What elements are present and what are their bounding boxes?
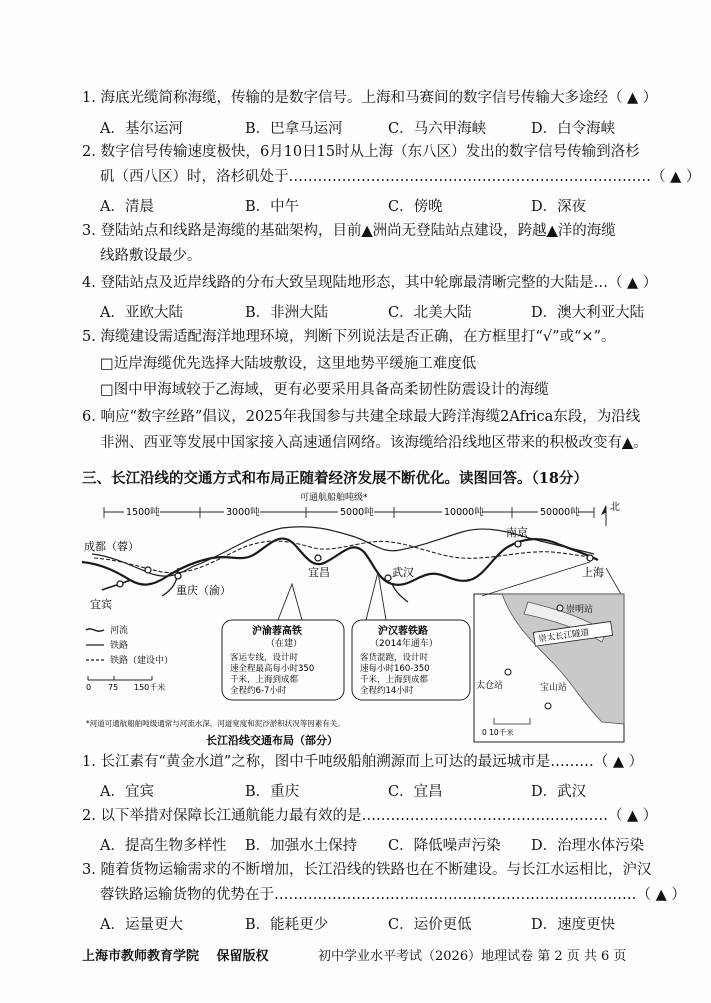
inset-bridge-label: 崇太长江隧道 (537, 627, 590, 645)
scale-0: 0 (86, 683, 92, 692)
s3q3-option-c[interactable]: C．运价更低 (388, 917, 472, 933)
legend-river: 河流 (110, 626, 129, 636)
s3q3-option-b[interactable]: B．能耗更少 (245, 917, 329, 933)
q6-blank[interactable]: ▲ (622, 434, 634, 451)
q5-item2[interactable]: □图中甲海域较于乙海域，更有必要采用具备高柔韧性防震设计的海缆 (100, 382, 549, 398)
han-river (392, 584, 408, 602)
tonnage-50000: 50000吨 (540, 507, 580, 518)
map-legend (86, 624, 173, 666)
tonnage-3000: 3000吨 (226, 507, 260, 518)
q3-blank2[interactable]: ▲ (546, 222, 558, 239)
inset-chongming-dot (557, 605, 563, 611)
inset-taicang-label: 太仓站 (476, 681, 504, 691)
legend-railway: 铁路 (110, 641, 129, 651)
q6-stem-line2 (100, 433, 648, 453)
inset-taicang-dot (505, 669, 511, 675)
shanghai-dot (587, 555, 593, 561)
box1-line2: 速全程最高每小时350 (230, 664, 315, 674)
q1-option-a[interactable]: A．基尔运河 (100, 121, 183, 137)
q3-stem-line2: 线路敷设最少。 (100, 248, 202, 264)
footer-page-info: 初中学业水平考试（2026）地理试卷 第 2 页 共 6 页 (318, 949, 627, 964)
chongqing-dot (175, 573, 181, 579)
q5-item1[interactable]: □近岸海缆优先选择大陆坡敷设，这里地势平缓施工难度低 (100, 356, 477, 372)
q6-text-a: 非洲、西亚等发展中国家接入高速通信网络。该海缆给沿线地区带来的积极改变有 (100, 435, 622, 451)
q4-option-c[interactable]: C．北美大陆 (388, 305, 472, 321)
q1-stem: 1. 海底光缆简称海缆，传输的是数字信号。上海和马赛间的数字信号传输大多途经（ ▲ ） (82, 90, 658, 106)
q6-stem-line1: 6. 响应“数字丝路”倡议，2025年我国参与共建全球最大跨洋海缆2Africa东段，为沿线 (82, 409, 641, 425)
s3q3-stem-line2: 蓉铁路运输货物的优势在于…………………………………………………………………（ ▲ ） (100, 887, 686, 903)
s3q2-option-d[interactable]: D．治理水体污染 (531, 838, 645, 854)
tonnage-5000: 5000吨 (340, 507, 374, 518)
q4-option-b[interactable]: B．非洲大陆 (245, 305, 329, 321)
q3-text-c: 洋的海缆 (557, 223, 616, 239)
box2-line4: 全程约14小时 (360, 686, 414, 696)
s3q1-option-c[interactable]: C．宜昌 (388, 784, 443, 800)
inset-scale-label: 0 10千米 (482, 728, 514, 737)
inset-chongming-label: 崇明站 (566, 605, 594, 615)
q3-text-a: 3. 登陆站点和线路是海缆的基础架构，目前 (82, 223, 362, 239)
yibin-label: 宜宾 (90, 598, 112, 611)
q3-blank1[interactable]: ▲ (361, 222, 373, 239)
s3q3-option-d[interactable]: D．速度更快 (531, 917, 616, 933)
q6-text-b: 。 (633, 435, 648, 451)
legend-railway-building: 铁路（建设中） (110, 656, 174, 666)
yichang-label: 宜昌 (308, 566, 330, 579)
map-top-caption: 可通航船舶吨级* (300, 493, 368, 503)
q2-option-b[interactable]: B．中午 (245, 199, 300, 215)
section3-title: 三、长江沿线的交通方式和布局正随着经济发展不断优化。读图回答。（18分） (82, 470, 588, 487)
box1-line1: 客运专线，设计时 (230, 653, 299, 663)
chongqing-label: 重庆（渝） (176, 584, 231, 597)
q1-option-c[interactable]: C．马六甲海峡 (388, 121, 487, 137)
shanghai-label: 上海 (582, 566, 604, 579)
s3q2-stem: 2. 以下举措对保障长江通航能力最有效的是……………………………………………（ ▲ ） (82, 808, 658, 824)
q2-stem-line2: 矶（西八区）时，洛杉矶处于…………………………………………………………………（ ▲ ） (100, 169, 701, 185)
scale-150: 150千米 (134, 683, 166, 692)
q4-stem: 4. 登陆站点及近岸线路的分布大致呈现陆地形态，其中轮廓最清晰完整的大陆是…（ ▲ ） (82, 275, 658, 291)
s3q3-stem-line1: 3. 随着货物运输需求的不断增加，长江沿线的铁路也在不断建设。与长江水运相比，沪汉 (82, 862, 652, 878)
north-arrow-icon (602, 506, 606, 526)
q1-option-d[interactable]: D．白令海峡 (531, 121, 616, 137)
box1-sub: （在建） (266, 639, 303, 649)
map-footnote: *河道可通航船舶吨级通常与河流水深、河道宽度和泥沙淤积状况等因素有关。 (86, 719, 345, 728)
q3-stem-line1 (82, 221, 616, 241)
tonnage-10000: 10000吨 (444, 507, 484, 518)
box2-sub: （2014年通车） (370, 639, 438, 649)
inset-baoshan-dot (545, 703, 551, 709)
map-scale-bar (86, 676, 165, 692)
inset-baoshan-label: 宝山站 (540, 683, 568, 693)
box2-line2: 速每小时160-350 (360, 664, 430, 674)
q1-option-b[interactable]: B．巴拿马运河 (245, 121, 343, 137)
q4-option-d[interactable]: D．澳大利亚大陆 (531, 305, 645, 321)
scale-75: 75 (108, 683, 119, 692)
s3q2-option-c[interactable]: C．降低噪声污染 (388, 838, 501, 854)
chengdu-dot (145, 567, 151, 573)
s3q1-option-a[interactable]: A．宜宾 (100, 784, 154, 800)
s3q1-option-b[interactable]: B．重庆 (245, 784, 300, 800)
north-label: 北 (610, 502, 620, 513)
yibin-dot (117, 581, 123, 587)
footer-copyright: 上海市教师教育学院 保留版权 (82, 949, 269, 964)
q2-stem-line1: 2. 数字信号传输速度极快，6月10日15时从上海（东八区）发出的数字信号传输到洛杉 (82, 144, 640, 160)
map-svg (82, 492, 642, 747)
wuhan-label: 武汉 (392, 566, 414, 579)
s3q3-option-a[interactable]: A．运量更大 (100, 917, 183, 933)
box1-line3: 千米，上海到成都 (230, 675, 299, 685)
nanjing-dot (515, 541, 521, 547)
box2-line1: 客货混跑，设计时 (360, 653, 429, 663)
s3q2-option-a[interactable]: A．提高生物多样性 (100, 838, 227, 854)
wuhan-dot (385, 575, 391, 581)
q3-text-b: 洲尚无登陆站点建设，跨越 (372, 223, 547, 239)
box2-line3: 千米，上海到成都 (360, 675, 429, 685)
nanjing-label: 南京 (506, 526, 528, 539)
q2-option-a[interactable]: A．清晨 (100, 199, 154, 215)
q4-option-a[interactable]: A．亚欧大陆 (100, 305, 183, 321)
s3q1-option-d[interactable]: D．武汉 (531, 784, 587, 800)
q2-option-c[interactable]: C．傍晚 (388, 199, 443, 215)
box1-pointer (278, 584, 302, 620)
chengdu-label: 成都（蓉） (84, 540, 139, 553)
box1-title: 沪渝蓉高铁 (252, 626, 302, 637)
box1-line4: 全程约6-7小时 (230, 686, 287, 696)
s3q2-option-b[interactable]: B．加强水土保持 (245, 838, 358, 854)
tonnage-1500: 1500吨 (126, 507, 160, 518)
box2-title: 沪汉蓉铁路 (378, 626, 428, 637)
map-caption: 长江沿线交通布局（部分） (206, 734, 338, 747)
q2-option-d[interactable]: D．深夜 (531, 199, 587, 215)
yichang-dot (315, 555, 321, 561)
min-river (102, 580, 130, 590)
q5-stem: 5. 海缆建设需适配海洋地理环境，判断下列说法是否正确，在方框里打“√”或“×”。 (82, 329, 616, 345)
yangtze-transport-map (82, 492, 642, 747)
s3q1-stem: 1. 长江素有“黄金水道”之称，图中千吨级船舶溯源而上可达的最远城市是………（ ▲ ） (82, 754, 644, 770)
